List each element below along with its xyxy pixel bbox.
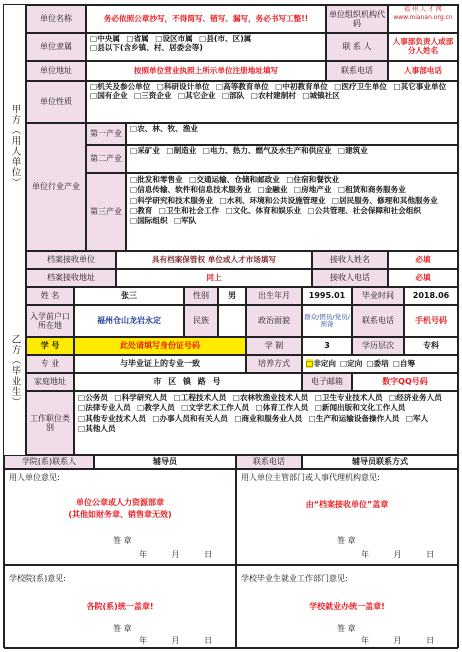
job-option[interactable]: □办事人员和有关人员 bbox=[152, 413, 228, 423]
email-field[interactable]: 数字QQ号码 bbox=[352, 373, 458, 391]
secondary-option[interactable]: □电力、热力、燃气及水生产和供应业 bbox=[202, 146, 332, 155]
school-stamp-hint: 各院(系)统一盖章! bbox=[86, 602, 154, 611]
dept-stamp-hint: 由“档案接收单位”盖章 bbox=[305, 500, 389, 509]
job-option[interactable]: □军人 bbox=[405, 413, 429, 423]
belong-label: 单位隶属 bbox=[26, 33, 86, 61]
gender-label: 性别 bbox=[184, 287, 218, 305]
nature-option[interactable]: □中初教育单位 bbox=[275, 82, 328, 91]
belong-option[interactable]: □县以下(含乡镇、村、居委会等) bbox=[90, 42, 203, 52]
job-option[interactable]: □其他人员 bbox=[78, 423, 116, 433]
job-option[interactable]: □法律专业人员 bbox=[78, 403, 131, 413]
name-label: 姓 名 bbox=[26, 287, 74, 305]
major-label: 专 业 bbox=[26, 355, 74, 373]
unit-name-field[interactable]: 务必依照公章抄写，不得简写、错写、漏写，务必书写工整!! bbox=[86, 5, 326, 33]
office-opinion-label: 学校毕业生就业工作部门意见: bbox=[241, 574, 348, 583]
birth-label: 出生年月 bbox=[246, 287, 302, 305]
employer-opinion-box[interactable] bbox=[4, 469, 236, 565]
nature-option[interactable]: □高等教育单位 bbox=[215, 82, 269, 91]
nature-option[interactable]: □其它企业 bbox=[177, 90, 216, 100]
student-phone-label: 联系电话 bbox=[352, 305, 404, 337]
school-sign-label: 签 章 bbox=[113, 624, 132, 633]
student-id-label: 学 号 bbox=[26, 337, 74, 355]
office-opinion-box[interactable] bbox=[236, 565, 458, 649]
train-option-selected[interactable]: □非定向 bbox=[306, 358, 336, 368]
hukou-field[interactable]: 福州仓山龙岩永定 bbox=[74, 305, 184, 337]
edu-label: 学历层次 bbox=[352, 337, 404, 355]
system-label: 学 制 bbox=[246, 337, 302, 355]
secondary-option[interactable]: □制造业 bbox=[166, 146, 197, 155]
tertiary-option[interactable]: □信息传输、软件和信息技术服务业 bbox=[130, 185, 252, 195]
major-field[interactable]: 与毕业证上的专业一致 bbox=[74, 355, 246, 373]
job-option[interactable]: □文学艺术工作人员 bbox=[181, 403, 250, 413]
job-option[interactable]: □体育工作人员 bbox=[255, 403, 309, 413]
school-phone-label: 联系电话 bbox=[236, 455, 302, 469]
student-phone-field[interactable]: 手机号码 bbox=[404, 305, 458, 337]
job-option[interactable]: □商业和服务业人员 bbox=[234, 413, 303, 423]
belong-option[interactable]: □设区市属 bbox=[155, 34, 193, 43]
nature-option[interactable]: □国有企业 bbox=[90, 90, 128, 100]
train-option[interactable]: □自筹 bbox=[392, 358, 416, 368]
primary-options bbox=[126, 123, 458, 145]
archive-unit-label: 档案接收单位 bbox=[26, 251, 116, 269]
nature-option[interactable]: □机关及参公单位 bbox=[90, 82, 151, 91]
office-stamp-hint: 学校就业办统一盖章! bbox=[309, 602, 385, 611]
train-options bbox=[302, 355, 458, 373]
office-sign-label: 签 章 bbox=[337, 624, 356, 633]
tertiary-options bbox=[126, 173, 458, 251]
archive-address-field[interactable]: 同上 bbox=[116, 269, 312, 287]
nature-option[interactable]: □其它事业单位 bbox=[393, 82, 447, 91]
student-id-field[interactable]: 此处请填写身份证号码 bbox=[74, 337, 246, 355]
tertiary-industry-label: 第三产业 bbox=[86, 173, 126, 251]
ethnic-field[interactable] bbox=[218, 305, 246, 337]
job-options bbox=[74, 391, 458, 455]
dept-date-label: 年 月 日 bbox=[361, 550, 435, 559]
employer-sign-label: 签 章 bbox=[113, 536, 132, 545]
grad-label: 毕业时间 bbox=[352, 287, 404, 305]
dept-opinion-box[interactable] bbox=[236, 469, 458, 565]
job-label: 工作职位类别 bbox=[26, 391, 74, 455]
tertiary-option[interactable]: □水利、环境和公共设施管理业 bbox=[219, 195, 326, 205]
nature-options bbox=[86, 81, 458, 123]
employer-stamp-hint: 单位公章或人力资源部章 bbox=[76, 498, 164, 507]
grad-field[interactable]: 2018.06 bbox=[404, 287, 458, 305]
school-date-label: 年 月 日 bbox=[139, 636, 213, 645]
address-label: 单位地址 bbox=[26, 61, 86, 81]
school-contact-field[interactable]: 辅导员 bbox=[94, 455, 236, 469]
belong-option[interactable]: □中央属 bbox=[90, 34, 120, 43]
job-option[interactable]: □经济业务人员 bbox=[389, 393, 442, 402]
address-field[interactable]: 按照单位营业执照上所示单位注册地址填写 bbox=[86, 61, 326, 81]
archive-unit-field[interactable]: 具有档案保管权 单位或人才市场填写 bbox=[116, 251, 312, 269]
job-option[interactable]: □教学人员 bbox=[137, 403, 175, 413]
nature-option[interactable]: □科研设计单位 bbox=[156, 82, 210, 91]
section-b-side-label: 乙方（毕业生） bbox=[4, 287, 26, 455]
nature-option[interactable]: □城镇社区 bbox=[302, 90, 340, 100]
job-option[interactable]: □科学研究人员 bbox=[114, 393, 168, 402]
agreement-form bbox=[3, 4, 459, 648]
phone-label: 联系电话 bbox=[326, 61, 388, 81]
edu-field[interactable]: 专科 bbox=[404, 337, 458, 355]
nature-label: 单位性质 bbox=[26, 81, 86, 123]
office-date-label: 年 月 日 bbox=[361, 636, 435, 645]
watermark-logo: 福 州 人 才 网 www.mianan.org.cn bbox=[393, 6, 453, 21]
primary-industry-label: 第一产业 bbox=[86, 123, 126, 145]
gender-field[interactable]: 男 bbox=[218, 287, 246, 305]
contact-label: 联 系 人 bbox=[326, 33, 388, 61]
school-contact-label: 学院(系)联系人 bbox=[4, 455, 94, 469]
tertiary-option[interactable]: □军队 bbox=[173, 216, 197, 225]
section-a-side-label: 甲方（用人单位） bbox=[4, 5, 26, 287]
job-option[interactable]: □生产和运输设备操作人员 bbox=[308, 413, 400, 423]
secondary-option[interactable]: □采矿业 bbox=[130, 146, 160, 155]
employer-opinion-label: 用人单位意见: bbox=[9, 473, 60, 482]
archive-phone-field[interactable]: 必填 bbox=[388, 269, 458, 287]
nature-option[interactable]: □部队 bbox=[221, 90, 245, 100]
politic-label: 政治面貌 bbox=[246, 305, 302, 337]
home-label: 家庭地址 bbox=[26, 373, 74, 391]
archive-person-label: 接收人姓名 bbox=[312, 251, 388, 269]
nature-option[interactable]: □医疗卫生单位 bbox=[334, 82, 388, 91]
belong-options bbox=[86, 33, 326, 61]
tertiary-option[interactable]: □房地产业 bbox=[293, 185, 332, 195]
secondary-option[interactable]: □建筑业 bbox=[337, 146, 368, 155]
org-code-field[interactable] bbox=[388, 5, 458, 33]
job-option[interactable]: □工程技术人员 bbox=[173, 393, 227, 402]
industry-label: 单位行业产业 bbox=[26, 123, 86, 251]
school-phone-field[interactable]: 辅导员联系方式 bbox=[302, 455, 458, 469]
archive-address-label: 档案接收地址 bbox=[26, 269, 116, 287]
home-field[interactable]: 市 区 镇 路 号 bbox=[74, 373, 302, 391]
dept-sign-label: 签 章 bbox=[337, 536, 356, 545]
name-field[interactable]: 张三 bbox=[74, 287, 184, 305]
job-option[interactable]: □农林牧渔业技术人员 bbox=[232, 393, 309, 402]
train-option[interactable]: □委培 bbox=[366, 358, 389, 368]
tertiary-option[interactable]: □批发和零售业 bbox=[130, 175, 183, 184]
tertiary-option[interactable]: □教育 bbox=[130, 205, 153, 215]
tertiary-option[interactable]: □国际组织 bbox=[130, 216, 168, 225]
belong-option[interactable]: □省属 bbox=[126, 34, 149, 43]
secondary-options bbox=[126, 145, 458, 173]
job-option[interactable]: □卫生专业技术人员 bbox=[314, 393, 383, 402]
employer-date-label: 年 月 日 bbox=[139, 550, 213, 559]
archive-person-field[interactable]: 必填 bbox=[388, 251, 458, 269]
job-option[interactable]: □新闻出版和文化工作人员 bbox=[314, 403, 406, 413]
tertiary-option[interactable]: □交通运输、仓储和邮政业 bbox=[189, 175, 280, 184]
tertiary-option[interactable]: □住宿和餐饮业 bbox=[286, 175, 340, 184]
primary-option[interactable]: □农、林、牧、渔业 bbox=[130, 124, 198, 133]
tertiary-option[interactable]: □卫生和社会工作 bbox=[158, 205, 220, 215]
employer-stamp-note: (其他如财务章、销售章无效) bbox=[68, 510, 172, 519]
train-option[interactable]: □定向 bbox=[339, 358, 363, 368]
dept-opinion-label: 用人单位主管部门或人事代理机构意见: bbox=[241, 473, 380, 482]
hukou-label: 入学前户口所在地 bbox=[26, 305, 74, 337]
nature-option[interactable]: □农村建制村 bbox=[250, 90, 296, 100]
school-opinion-label: 学校院(系)意见: bbox=[9, 574, 66, 583]
birth-field[interactable]: 1995.01 bbox=[302, 287, 352, 305]
system-field[interactable]: 3 bbox=[302, 337, 352, 355]
email-label: 电子邮箱 bbox=[302, 373, 352, 391]
ethnic-label: 民族 bbox=[184, 305, 218, 337]
school-opinion-box[interactable] bbox=[4, 565, 236, 649]
tertiary-option[interactable]: □居民服务、修理和其他服务业 bbox=[331, 195, 438, 205]
contact-field[interactable]: 人事部负责人或部分人姓名 bbox=[388, 33, 458, 61]
org-code-label: 单位组织机构代码 bbox=[326, 5, 388, 33]
nature-option[interactable]: □三资企业 bbox=[133, 90, 172, 100]
job-option[interactable]: □其他专业技术人员 bbox=[78, 413, 146, 423]
archive-phone-label: 接收人电话 bbox=[312, 269, 388, 287]
tertiary-option[interactable]: □公共管理、社会保障和社会组织 bbox=[307, 205, 422, 215]
politic-field[interactable]: 群众/团员/党员/预备 bbox=[302, 305, 352, 337]
secondary-industry-label: 第二产业 bbox=[86, 145, 126, 173]
job-option[interactable]: □公务员 bbox=[78, 393, 108, 402]
tertiary-option[interactable]: □文化、体育和娱乐业 bbox=[225, 205, 302, 215]
train-label: 培养方式 bbox=[246, 355, 302, 373]
phone-field[interactable]: 人事部电话 bbox=[388, 61, 458, 81]
tertiary-option[interactable]: □金融业 bbox=[257, 185, 288, 195]
tertiary-option[interactable]: □科学研究和技术服务业 bbox=[130, 195, 214, 205]
unit-name-label: 单位名称 bbox=[26, 5, 86, 33]
belong-option[interactable]: □县(市、区)属 bbox=[199, 34, 252, 43]
tertiary-option[interactable]: □租赁和商务服务业 bbox=[337, 185, 406, 195]
